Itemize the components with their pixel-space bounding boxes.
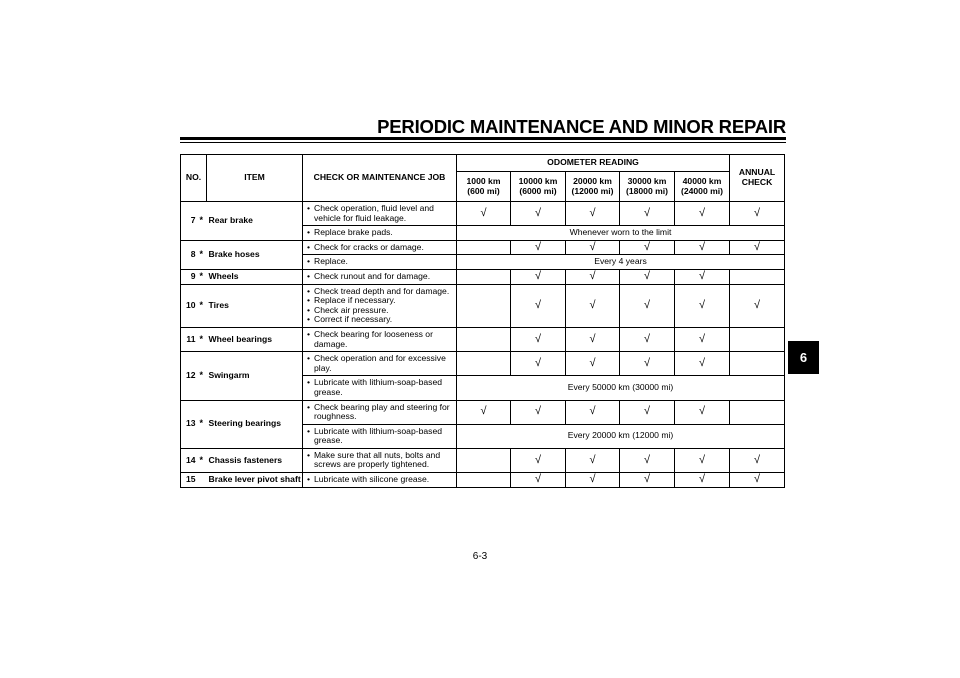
empty-cell — [457, 269, 511, 284]
job-line: • Check for cracks or damage. — [307, 243, 454, 253]
interval-note: Every 4 years — [457, 255, 785, 270]
item-name: Brake hoses — [207, 240, 303, 269]
job-description — [303, 376, 457, 400]
check-mark: √ — [566, 240, 620, 255]
check-mark: √ — [730, 240, 785, 255]
header-interval: 40000 km (24000 mi) — [675, 172, 730, 202]
job-description — [303, 226, 457, 241]
check-mark: √ — [675, 473, 730, 488]
job-line: • Lubricate with lithium-soap-based grease. — [307, 378, 454, 397]
title-rule — [180, 137, 786, 140]
job-description — [303, 327, 457, 351]
check-mark: √ — [675, 352, 730, 376]
item-name: Tires — [207, 284, 303, 327]
item-name: Chassis fasteners — [207, 448, 303, 472]
job-description — [303, 202, 457, 226]
table-row — [181, 202, 785, 226]
header-no: NO. — [181, 155, 207, 202]
check-mark: √ — [675, 327, 730, 351]
asterisk-mark: * — [199, 327, 207, 351]
job-line: • Correct if necessary. — [307, 315, 454, 325]
header-job: CHECK OR MAINTENANCE JOB — [303, 155, 457, 202]
item-name: Swingarm — [207, 352, 303, 400]
job-line: • Check operation and for excessive play. — [307, 354, 454, 373]
asterisk-mark: * — [199, 269, 207, 284]
job-description — [303, 240, 457, 255]
check-mark: √ — [566, 269, 620, 284]
check-mark: √ — [675, 400, 730, 424]
check-mark: √ — [566, 448, 620, 472]
header-interval: 1000 km (600 mi) — [457, 172, 511, 202]
interval-note: Every 20000 km (12000 mi) — [457, 424, 785, 448]
item-name: Wheel bearings — [207, 327, 303, 351]
job-description — [303, 269, 457, 284]
job-line: • Replace if necessary. — [307, 296, 454, 306]
empty-cell — [730, 327, 785, 351]
check-mark: √ — [457, 202, 511, 226]
job-description — [303, 400, 457, 424]
asterisk-mark: * — [199, 240, 207, 269]
table-row — [181, 448, 785, 472]
check-mark: √ — [566, 400, 620, 424]
job-line: • Check air pressure. — [307, 306, 454, 316]
row-number: 14 — [181, 448, 199, 472]
header-interval: 30000 km (18000 mi) — [620, 172, 675, 202]
row-number: 10 — [181, 284, 199, 327]
asterisk-mark: * — [199, 400, 207, 448]
job-line: • Check operation, fluid level and vehicle for fluid leakage. — [307, 204, 454, 223]
empty-cell — [457, 352, 511, 376]
table-row — [181, 352, 785, 376]
job-description — [303, 473, 457, 488]
job-line: • Lubricate with lithium-soap-based grease. — [307, 427, 454, 446]
job-line: • Make sure that all nuts, bolts and screws are properly tightened. — [307, 451, 454, 470]
check-mark: √ — [511, 284, 566, 327]
asterisk-mark: * — [199, 284, 207, 327]
header-item: ITEM — [207, 155, 303, 202]
asterisk-mark: * — [199, 448, 207, 472]
table-row — [181, 284, 785, 327]
job-description — [303, 255, 457, 270]
empty-cell — [730, 352, 785, 376]
empty-cell — [457, 473, 511, 488]
job-description — [303, 424, 457, 448]
check-mark: √ — [730, 448, 785, 472]
check-mark: √ — [675, 448, 730, 472]
check-mark: √ — [566, 352, 620, 376]
check-mark: √ — [511, 352, 566, 376]
empty-cell — [730, 400, 785, 424]
check-mark: √ — [730, 202, 785, 226]
check-mark: √ — [675, 240, 730, 255]
check-mark: √ — [511, 473, 566, 488]
empty-cell — [457, 240, 511, 255]
check-mark: √ — [620, 448, 675, 472]
job-description — [303, 448, 457, 472]
job-line: • Check runout and for damage. — [307, 272, 454, 282]
check-mark: √ — [620, 400, 675, 424]
asterisk-mark: * — [199, 202, 207, 241]
row-number: 13 — [181, 400, 199, 448]
job-line: • Replace brake pads. — [307, 228, 454, 238]
empty-cell — [730, 269, 785, 284]
check-mark: √ — [620, 284, 675, 327]
row-number: 8 — [181, 240, 199, 269]
row-number: 12 — [181, 352, 199, 400]
check-mark: √ — [511, 448, 566, 472]
job-line: • Replace. — [307, 257, 454, 267]
job-description — [303, 352, 457, 376]
job-line: • Lubricate with silicone grease. — [307, 475, 454, 485]
check-mark: √ — [566, 202, 620, 226]
job-line: • Check bearing play and steering for roughness. — [307, 403, 454, 422]
item-name: Rear brake — [207, 202, 303, 241]
title-rule-thin — [180, 142, 786, 143]
table-row — [181, 327, 785, 351]
empty-cell — [457, 327, 511, 351]
empty-cell — [457, 448, 511, 472]
asterisk-mark — [199, 473, 207, 488]
header-annual: ANNUAL CHECK — [730, 155, 785, 202]
interval-note: Every 50000 km (30000 mi) — [457, 376, 785, 400]
check-mark: √ — [620, 269, 675, 284]
check-mark: √ — [730, 284, 785, 327]
page-title: PERIODIC MAINTENANCE AND MINOR REPAIR — [377, 116, 786, 137]
job-description — [303, 284, 457, 327]
check-mark: √ — [675, 202, 730, 226]
row-number: 7 — [181, 202, 199, 241]
item-name: Steering bearings — [207, 400, 303, 448]
item-name: Brake lever pivot shaft — [207, 473, 303, 488]
check-mark: √ — [620, 202, 675, 226]
check-mark: √ — [511, 400, 566, 424]
check-mark: √ — [511, 269, 566, 284]
check-mark: √ — [620, 240, 675, 255]
maintenance-table — [180, 154, 785, 488]
interval-note: Whenever worn to the limit — [457, 226, 785, 241]
check-mark: √ — [511, 240, 566, 255]
check-mark: √ — [675, 269, 730, 284]
check-mark: √ — [620, 473, 675, 488]
header-interval: 10000 km (6000 mi) — [511, 172, 566, 202]
check-mark: √ — [457, 400, 511, 424]
table-row — [181, 269, 785, 284]
job-line: • Check tread depth and for damage. — [307, 287, 454, 297]
chapter-tab: 6 — [788, 341, 819, 374]
header-odometer: ODOMETER READING — [457, 155, 730, 172]
table-row — [181, 473, 785, 488]
table-row — [181, 240, 785, 255]
check-mark: √ — [566, 284, 620, 327]
empty-cell — [457, 284, 511, 327]
item-name: Wheels — [207, 269, 303, 284]
check-mark: √ — [620, 352, 675, 376]
row-number: 11 — [181, 327, 199, 351]
check-mark: √ — [566, 327, 620, 351]
check-mark: √ — [566, 473, 620, 488]
page-number: 6-3 — [472, 551, 488, 562]
check-mark: √ — [730, 473, 785, 488]
asterisk-mark: * — [199, 352, 207, 400]
row-number: 15 — [181, 473, 199, 488]
header-interval: 20000 km (12000 mi) — [566, 172, 620, 202]
job-line: • Check bearing for looseness or damage. — [307, 330, 454, 349]
table-row — [181, 400, 785, 424]
check-mark: √ — [511, 327, 566, 351]
check-mark: √ — [511, 202, 566, 226]
row-number: 9 — [181, 269, 199, 284]
check-mark: √ — [675, 284, 730, 327]
check-mark: √ — [620, 327, 675, 351]
